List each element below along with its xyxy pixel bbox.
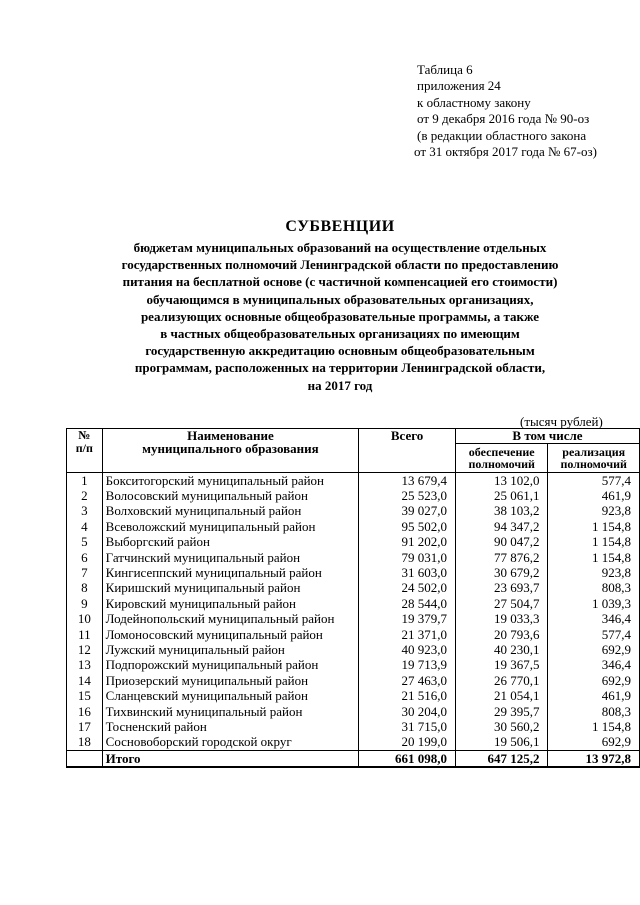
row-provision-cell: 90 047,2 [455, 535, 547, 550]
column-header-provision-line1: обеспечение [468, 444, 535, 459]
row-num-cell: 4 [67, 519, 103, 534]
table-row [67, 535, 640, 550]
row-name-cell: Волховский муниципальный район [102, 504, 359, 519]
row-name-cell: Тихвинский муниципальный район [102, 704, 359, 719]
row-realization-cell: 577,4 [548, 627, 640, 642]
row-realization-cell: 1 154,8 [548, 550, 640, 565]
row-realization-cell: 923,8 [548, 504, 640, 519]
row-provision-cell: 30 560,2 [455, 719, 547, 734]
row-name-cell: Ломоносовский муниципальный район [102, 627, 359, 642]
row-num-cell: 12 [67, 642, 103, 657]
header-note [414, 62, 597, 160]
row-provision-cell: 25 061,1 [455, 488, 547, 503]
header-note-line: Таблица 6 [417, 62, 473, 77]
table-row [67, 704, 640, 719]
column-header-total: Всего [359, 429, 456, 473]
row-total-cell: 21 371,0 [359, 627, 456, 642]
row-num-cell: 1 [67, 473, 103, 489]
table-body [67, 473, 640, 768]
header-note-line: приложения 24 [417, 78, 501, 94]
header-note-line: к областному закону [417, 94, 531, 110]
table-row [67, 719, 640, 734]
subsidy-table [66, 428, 640, 768]
table-row [67, 673, 640, 688]
subtitle-line: питания на бесплатной основе (с частичной компенсацией его стоимости) [122, 274, 558, 290]
row-name-cell: Волосовский муниципальный район [102, 488, 359, 503]
row-total-cell: 21 516,0 [359, 688, 456, 703]
table-row [67, 612, 640, 627]
table-row [67, 488, 640, 503]
row-name-cell: Тосненский район [102, 719, 359, 734]
row-provision-cell: 40 230,1 [455, 642, 547, 657]
row-num-cell: 13 [67, 658, 103, 673]
row-name-cell: Приозерский муниципальный район [102, 673, 359, 688]
row-total-cell: 40 923,0 [359, 642, 456, 657]
row-total-cell: 13 679,4 [359, 473, 456, 489]
row-provision-cell: 19 367,5 [455, 658, 547, 673]
row-num-cell: 9 [67, 596, 103, 611]
column-header-provision [455, 444, 547, 473]
column-header-name [102, 429, 359, 473]
total-label-cell: Итого [102, 751, 359, 768]
header-note-line: от 9 декабря 2016 года № 90-оз [417, 111, 590, 127]
row-num-cell: 17 [67, 719, 103, 734]
row-realization-cell: 1 154,8 [548, 519, 640, 534]
table-row [67, 473, 640, 489]
row-realization-cell: 1 039,3 [548, 596, 640, 611]
row-realization-cell: 1 154,8 [548, 719, 640, 734]
header-note-line: (в редакции областного закона [417, 127, 587, 143]
column-header-realization-line2: полномочий [560, 457, 627, 471]
table-row [67, 658, 640, 673]
row-name-cell: Всеволожский муниципальный район [102, 519, 359, 534]
document-title: СУБВЕНЦИИ [285, 218, 395, 235]
column-header-name-line1: Наименование [187, 428, 274, 443]
subtitle-line: обучающимся в муниципальных образовательных организациях, [146, 291, 534, 307]
row-total-cell: 91 202,0 [359, 535, 456, 550]
row-name-cell: Бокситогорский муниципальный район [102, 473, 359, 489]
row-total-cell: 31 603,0 [359, 565, 456, 580]
subtitle-line: государственных полномочий Ленинградской области по предоставлению [121, 257, 559, 273]
row-num-cell: 8 [67, 581, 103, 596]
row-realization-cell: 692,9 [548, 735, 640, 751]
column-header-num-line1: № [78, 428, 91, 442]
subtitle-line: бюджетам муниципальных образований на осуществление отдельных [133, 240, 547, 255]
row-num-cell: 3 [67, 504, 103, 519]
row-realization-cell: 692,9 [548, 642, 640, 657]
row-realization-cell: 808,3 [548, 704, 640, 719]
row-name-cell: Кировский муниципальный район [102, 596, 359, 611]
row-provision-cell: 20 793,6 [455, 627, 547, 642]
column-header-num [67, 429, 103, 473]
row-total-cell: 19 379,7 [359, 612, 456, 627]
row-name-cell: Сосновоборский городской округ [102, 735, 359, 751]
row-realization-cell: 577,4 [548, 473, 640, 489]
row-num-cell: 15 [67, 688, 103, 703]
row-name-cell: Гатчинский муниципальный район [102, 550, 359, 565]
row-provision-cell: 13 102,0 [455, 473, 547, 489]
table-row [67, 565, 640, 580]
total-total-cell: 661 098,0 [359, 751, 456, 768]
row-realization-cell: 346,4 [548, 658, 640, 673]
table-row [67, 627, 640, 642]
row-realization-cell: 461,9 [548, 488, 640, 503]
row-provision-cell: 23 693,7 [455, 581, 547, 596]
subtitle-line: программам, расположенных на территории Ленинградской области, [134, 360, 546, 376]
subtitle-line: в частных общеобразовательных организациях по имеющим [160, 326, 520, 342]
row-name-cell: Лужский муниципальный район [102, 642, 359, 657]
column-header-group: В том числе [455, 429, 639, 444]
row-name-cell: Выборгский район [102, 535, 359, 550]
row-name-cell: Киришский муниципальный район [102, 581, 359, 596]
row-num-cell: 11 [67, 627, 103, 642]
row-num-cell: 18 [67, 735, 103, 751]
subtitle-line: реализующих основные общеобразовательные программы, а также [140, 308, 540, 324]
row-num-cell: 7 [67, 565, 103, 580]
row-provision-cell: 77 876,2 [455, 550, 547, 565]
row-total-cell: 31 715,0 [359, 719, 456, 734]
row-realization-cell: 346,4 [548, 612, 640, 627]
row-realization-cell: 461,9 [548, 688, 640, 703]
row-total-cell: 79 031,0 [359, 550, 456, 565]
subtitle-line: государственную аккредитацию основным общеобразовательным [145, 343, 535, 359]
row-num-cell: 2 [67, 488, 103, 503]
row-name-cell: Подпорожский муниципальный район [102, 658, 359, 673]
row-provision-cell: 27 504,7 [455, 596, 547, 611]
table-row [67, 735, 640, 751]
column-header-realization [548, 444, 640, 473]
row-realization-cell: 923,8 [548, 565, 640, 580]
row-total-cell: 27 463,0 [359, 673, 456, 688]
row-total-cell: 24 502,0 [359, 581, 456, 596]
header-note-line: от 31 октября 2017 года № 67-оз) [414, 144, 597, 160]
row-num-cell: 16 [67, 704, 103, 719]
row-realization-cell: 692,9 [548, 673, 640, 688]
row-provision-cell: 26 770,1 [455, 673, 547, 688]
table-row [67, 581, 640, 596]
row-num-cell: 10 [67, 612, 103, 627]
row-total-cell: 95 502,0 [359, 519, 456, 534]
total-provision-cell: 647 125,2 [455, 751, 547, 768]
table-header-row [67, 429, 640, 444]
row-name-cell: Кингисеппский муниципальный район [102, 565, 359, 580]
table-row [67, 688, 640, 703]
column-header-name-line2: муниципального образования [142, 441, 319, 456]
row-total-cell: 25 523,0 [359, 488, 456, 503]
table-row [67, 642, 640, 657]
row-provision-cell: 94 347,2 [455, 519, 547, 534]
row-realization-cell: 808,3 [548, 581, 640, 596]
table-row [67, 596, 640, 611]
total-realization-cell: 13 972,8 [548, 751, 640, 768]
document-subtitle [60, 239, 620, 394]
table-row [67, 550, 640, 565]
table-row [67, 504, 640, 519]
column-header-realization-line1: реализация [562, 444, 626, 459]
row-provision-cell: 19 506,1 [455, 735, 547, 751]
total-num-cell [67, 751, 103, 768]
row-num-cell: 5 [67, 535, 103, 550]
row-name-cell: Лодейнопольский муниципальный район [102, 612, 359, 627]
row-provision-cell: 29 395,7 [455, 704, 547, 719]
title-block [60, 218, 620, 394]
row-realization-cell: 1 154,8 [548, 535, 640, 550]
row-total-cell: 19 713,9 [359, 658, 456, 673]
row-provision-cell: 21 054,1 [455, 688, 547, 703]
row-total-cell: 39 027,0 [359, 504, 456, 519]
row-provision-cell: 38 103,2 [455, 504, 547, 519]
subtitle-line: на 2017 год [307, 377, 373, 393]
column-header-num-line2: п/п [75, 441, 93, 455]
row-provision-cell: 30 679,2 [455, 565, 547, 580]
row-provision-cell: 19 033,3 [455, 612, 547, 627]
row-total-cell: 28 544,0 [359, 596, 456, 611]
row-total-cell: 20 199,0 [359, 735, 456, 751]
row-total-cell: 30 204,0 [359, 704, 456, 719]
table-row [67, 519, 640, 534]
row-name-cell: Сланцевский муниципальный район [102, 688, 359, 703]
units-label: (тысяч рублей) [520, 414, 603, 429]
row-num-cell: 6 [67, 550, 103, 565]
column-header-provision-line2: полномочий [468, 457, 535, 471]
row-num-cell: 14 [67, 673, 103, 688]
table-total-row [67, 751, 640, 768]
